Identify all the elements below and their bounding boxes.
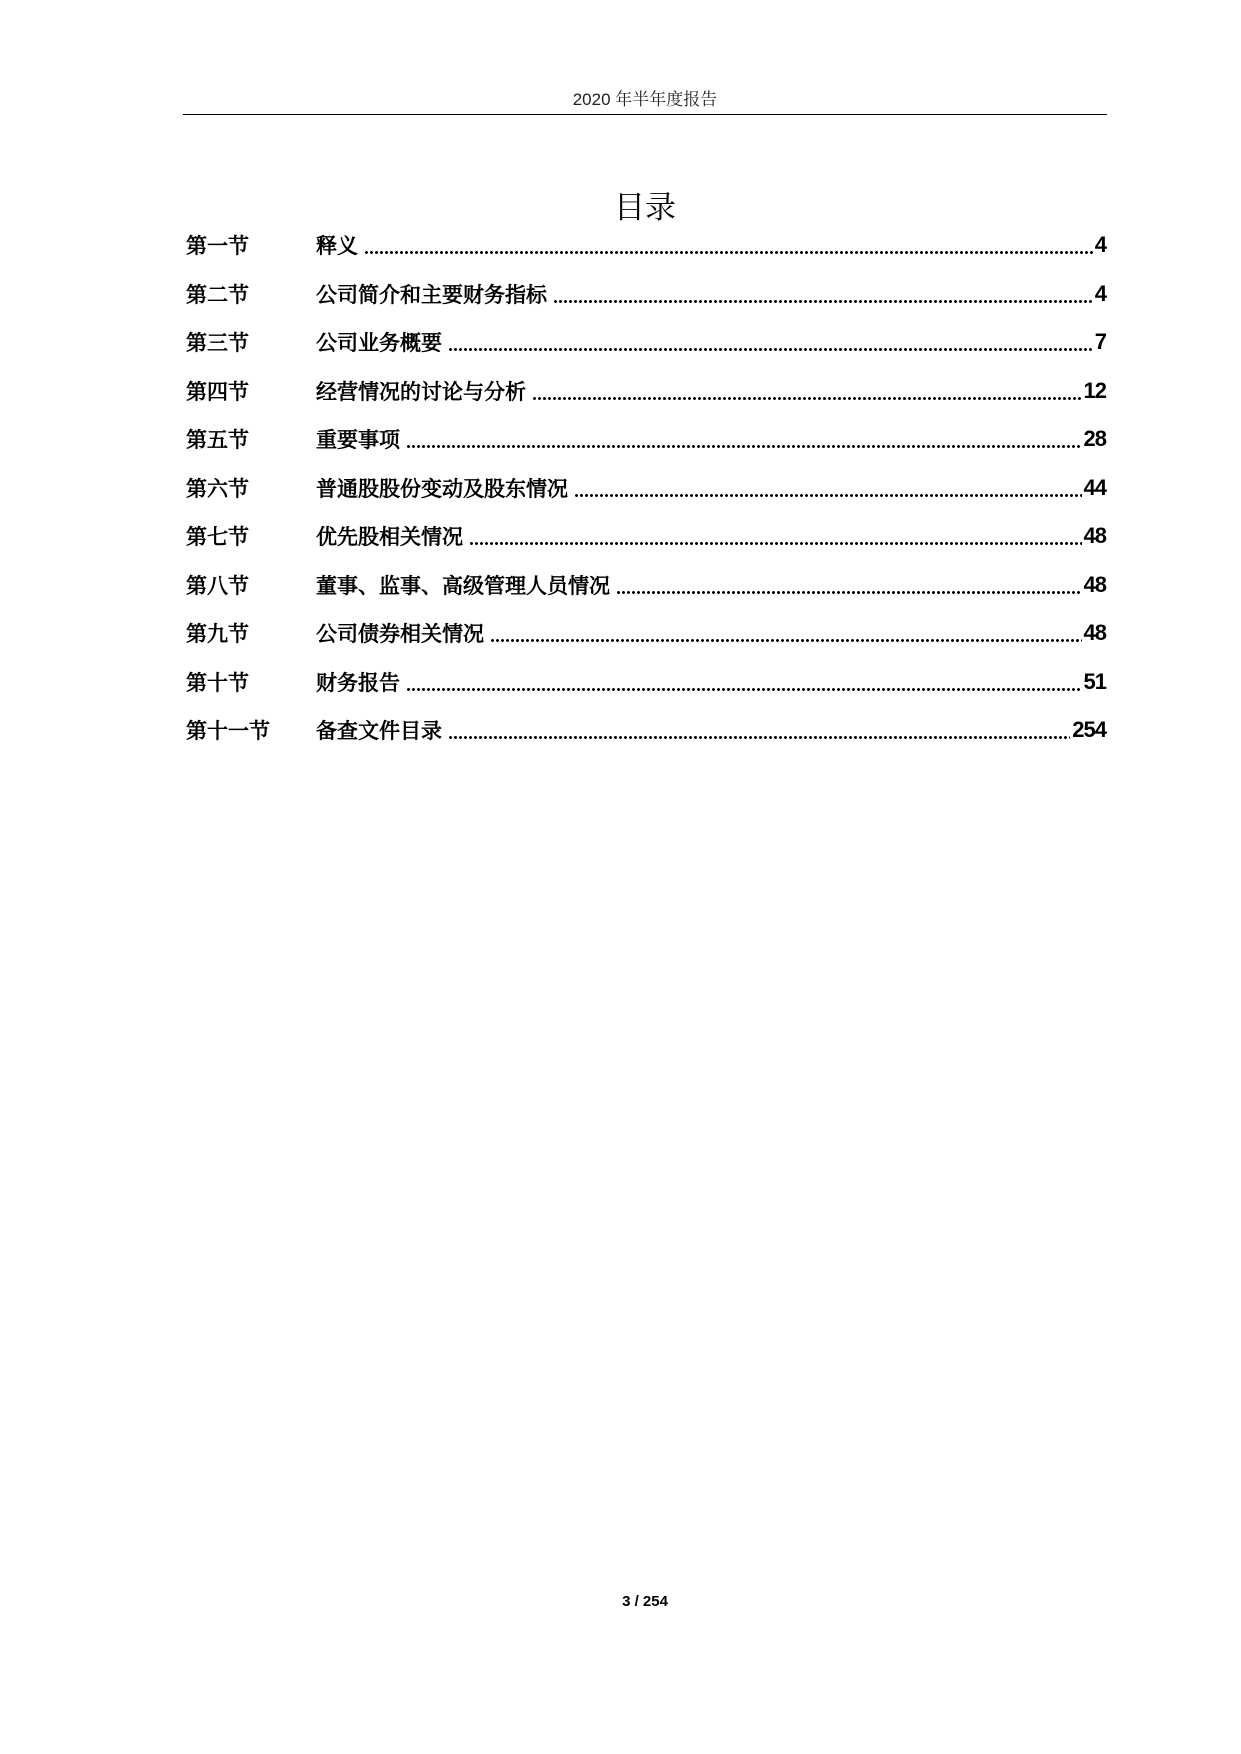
toc-section-number: 第九节: [186, 622, 249, 647]
dot-leader: [574, 478, 1082, 498]
toc-page-number[interactable]: 44: [1083, 474, 1106, 500]
toc-page-number[interactable]: 7: [1094, 329, 1106, 355]
toc-section-number: 第七节: [186, 525, 249, 550]
toc-section-number: 第十一节: [186, 719, 270, 744]
dot-leader: [616, 575, 1082, 595]
dot-leader: [469, 526, 1082, 546]
toc-entry[interactable]: [186, 561, 1106, 610]
toc-title: 目录: [614, 190, 676, 226]
dot-leader: [364, 235, 1093, 255]
toc-entry[interactable]: [186, 609, 1106, 658]
toc-page-number[interactable]: 4: [1094, 232, 1106, 258]
page-header: 2020 年半年度报告: [572, 90, 718, 109]
toc-page-number[interactable]: 28: [1083, 426, 1106, 452]
toc-entry[interactable]: [186, 415, 1106, 464]
dot-leader: [532, 381, 1082, 401]
toc-page-number[interactable]: 12: [1083, 377, 1106, 403]
toc-section-number: 第八节: [186, 573, 249, 598]
dot-leader: [448, 720, 1070, 740]
toc-page-number[interactable]: 4: [1094, 280, 1106, 306]
dot-leader: [406, 429, 1082, 449]
header-divider: [183, 114, 1107, 115]
page-number: 3 / 254: [622, 1593, 668, 1610]
toc-page-number[interactable]: 48: [1083, 523, 1106, 549]
toc-section-number: 第十节: [186, 670, 249, 695]
toc-heading[interactable]: 财务报告: [316, 670, 400, 695]
toc-heading[interactable]: 经营情况的讨论与分析: [316, 379, 526, 404]
dot-leader: [553, 284, 1093, 304]
toc-page-number[interactable]: 51: [1083, 668, 1106, 694]
toc-heading[interactable]: 优先股相关情况: [316, 525, 463, 550]
toc-page-number[interactable]: 254: [1072, 717, 1106, 743]
toc-entry[interactable]: [186, 464, 1106, 513]
toc-heading[interactable]: 释义: [316, 234, 358, 259]
toc-section-number: 第一节: [186, 234, 249, 259]
toc-entry[interactable]: [186, 270, 1106, 319]
dot-leader: [406, 672, 1082, 692]
toc-section-number: 第五节: [186, 428, 249, 453]
dot-leader: [448, 332, 1093, 352]
toc-entry[interactable]: [186, 706, 1106, 755]
toc-heading[interactable]: 备查文件目录: [316, 719, 442, 744]
toc-entry[interactable]: [186, 367, 1106, 416]
toc-entry[interactable]: [186, 512, 1106, 561]
toc-entry[interactable]: [186, 318, 1106, 367]
toc-section-number: 第六节: [186, 476, 249, 501]
toc-section-number: 第四节: [186, 379, 249, 404]
toc-heading[interactable]: 重要事项: [316, 428, 400, 453]
toc-heading[interactable]: 普通股股份变动及股东情况: [316, 476, 568, 501]
toc-heading[interactable]: 公司业务概要: [316, 331, 442, 356]
toc-heading[interactable]: 公司简介和主要财务指标: [316, 282, 547, 307]
toc-entry[interactable]: [186, 658, 1106, 707]
dot-leader: [490, 623, 1082, 643]
toc-heading[interactable]: 公司债券相关情况: [316, 622, 484, 647]
toc-heading[interactable]: 董事、监事、高级管理人员情况: [316, 573, 610, 598]
toc-section-number: 第三节: [186, 331, 249, 356]
toc-page-number[interactable]: 48: [1083, 571, 1106, 597]
toc-section-number: 第二节: [186, 282, 249, 307]
table-of-contents: [186, 221, 1106, 755]
toc-entry[interactable]: [186, 221, 1106, 270]
toc-page-number[interactable]: 48: [1083, 620, 1106, 646]
